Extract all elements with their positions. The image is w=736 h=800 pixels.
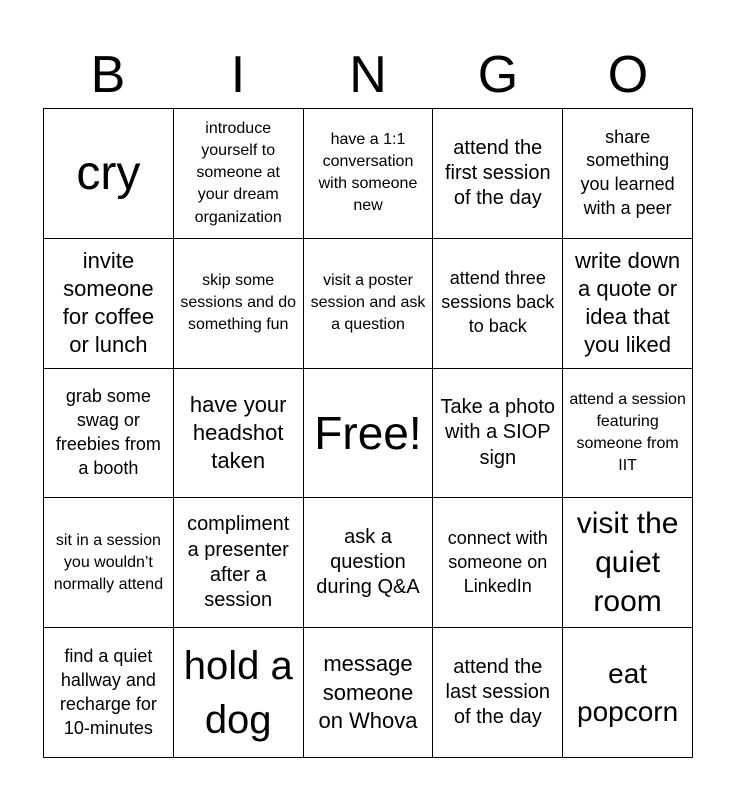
bingo-cell[interactable]: write down a quote or idea that you liked <box>563 239 693 369</box>
bingo-cell[interactable]: attend the first session of the day <box>433 109 563 239</box>
bingo-cell[interactable]: visit the quiet room <box>563 498 693 628</box>
bingo-cell[interactable]: hold a dog <box>174 628 304 758</box>
header-letter-n: N <box>349 46 387 104</box>
bingo-cell[interactable]: skip some sessions and do something fun <box>174 239 304 369</box>
bingo-grid <box>43 108 693 758</box>
bingo-cell[interactable]: cry <box>44 109 174 239</box>
header-letter-o: O <box>607 46 649 104</box>
bingo-cell[interactable]: invite someone for coffee or lunch <box>44 239 174 369</box>
bingo-cell[interactable]: visit a poster session and ask a question <box>304 239 434 369</box>
bingo-cell[interactable]: attend the last session of the day <box>433 628 563 758</box>
free-space[interactable]: Free! <box>304 369 434 499</box>
header-letter-i: I <box>230 46 246 104</box>
bingo-cell[interactable]: attend three sessions back to back <box>433 239 563 369</box>
bingo-cell[interactable]: introduce yourself to someone at your dream organization <box>174 109 304 239</box>
bingo-cell[interactable]: sit in a session you wouldn’t normally attend <box>44 498 174 628</box>
bingo-cell[interactable]: message someone on Whova <box>304 628 434 758</box>
bingo-cell[interactable]: eat popcorn <box>563 628 693 758</box>
bingo-cell[interactable]: Take a photo with a SIOP sign <box>433 369 563 499</box>
bingo-cell[interactable]: grab some swag or freebies from a booth <box>44 369 174 499</box>
bingo-cell[interactable]: ask a question during Q&A <box>304 498 434 628</box>
bingo-cell[interactable]: find a quiet hallway and recharge for 10-minutes <box>44 628 174 758</box>
bingo-cell[interactable]: attend a session featuring someone from IIT <box>563 369 693 499</box>
bingo-cell[interactable]: have a 1:1 conversation with someone new <box>304 109 434 239</box>
bingo-cell[interactable]: share something you learned with a peer <box>563 109 693 239</box>
header-letter-g: G <box>477 46 519 104</box>
bingo-cell[interactable]: connect with someone on LinkedIn <box>433 498 563 628</box>
header-letter-b: B <box>90 46 126 104</box>
bingo-cell[interactable]: compliment a presenter after a session <box>174 498 304 628</box>
bingo-cell[interactable]: have your headshot taken <box>174 369 304 499</box>
bingo-header <box>43 42 693 108</box>
